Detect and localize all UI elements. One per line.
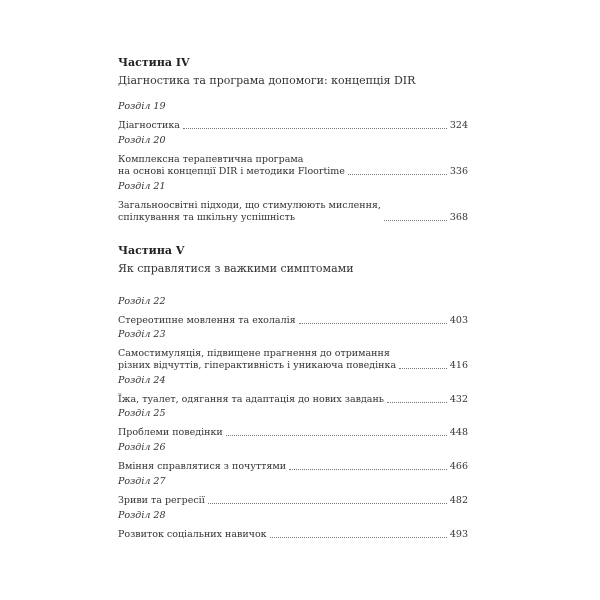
chapter-title: Проблеми поведінки [118,427,223,438]
dot-leader [226,435,447,436]
toc-section [118,375,468,406]
chapter-title: Їжа, туалет, одягання та адаптація до нових завдань [118,394,384,405]
chapter-title: Самостимуляція, підвищене прагнення до отримання різних відчуттів, гіперактивність і уникаюча поведінка [118,348,397,371]
toc-entry[interactable] [118,427,468,439]
part-heading [118,56,468,88]
toc-entry[interactable] [118,120,468,132]
toc-entry[interactable] [118,529,468,541]
page-number: 324 [449,120,468,131]
chapter-title: Діагностика [118,120,180,131]
chapter-title: Зриви та регресії [118,495,205,506]
chapter-label: Розділ 24 [118,375,166,386]
toc-entry[interactable] [118,348,468,372]
chapter-label: Розділ 22 [118,296,166,307]
toc-entry[interactable] [118,495,468,507]
toc-entry[interactable] [118,315,468,327]
toc-section [118,329,468,372]
toc-section [118,408,468,439]
page-number: 493 [449,529,468,540]
dot-leader [399,368,447,369]
chapter-title: Загальноосвітні підходи, що стимулюють мислення, спілкування та шкільну успішність [118,200,381,223]
chapter-title: Комплексна терапевтична програма на основі концепції DIR і методики Floortime [118,154,345,177]
chapter-label: Розділ 27 [118,476,166,487]
chapter-title: Вміння справлятися з почуттями [118,461,287,472]
dot-leader [387,402,447,403]
toc-entry[interactable] [118,200,468,224]
chapter-title: Розвиток соціальних навичок [118,529,267,540]
toc-section [118,510,468,541]
part-heading [118,244,468,276]
page-number: 448 [449,427,468,438]
toc-section [118,476,468,507]
toc-entry[interactable] [118,394,468,406]
chapter-label: Розділ 21 [118,181,166,192]
dot-leader [348,174,447,175]
chapter-label: Розділ 23 [118,329,166,340]
toc-section [118,442,468,473]
toc-entry[interactable] [118,461,468,473]
page-number: 482 [449,495,468,506]
page-number: 403 [449,315,468,326]
chapter-label: Розділ 26 [118,442,166,453]
page-number: 336 [449,166,468,177]
chapter-label: Розділ 19 [118,101,166,112]
chapter-label: Розділ 28 [118,510,166,521]
page-number: 416 [449,360,468,371]
toc-section [118,296,468,327]
chapter-label: Розділ 20 [118,135,166,146]
dot-leader [299,323,447,324]
dot-leader [384,220,447,221]
dot-leader [270,537,447,538]
part-title: Частина V [118,244,185,257]
dot-leader [183,128,447,129]
page-number: 432 [449,394,468,405]
toc-section [118,135,468,178]
page-number: 466 [449,461,468,472]
toc-section [118,101,468,132]
toc-section [118,181,468,224]
part-subtitle: Як справлятися з важкими симптомами [118,262,354,275]
chapter-label: Розділ 25 [118,408,166,419]
chapter-title: Стереотипне мовлення та ехолалія [118,315,296,326]
toc-entry[interactable] [118,154,468,178]
dot-leader [289,469,447,470]
page-number: 368 [449,212,468,223]
part-title: Частина IV [118,56,190,69]
dot-leader [208,503,447,504]
part-subtitle: Діагностика та програма допомоги: концепція DIR [118,74,416,87]
